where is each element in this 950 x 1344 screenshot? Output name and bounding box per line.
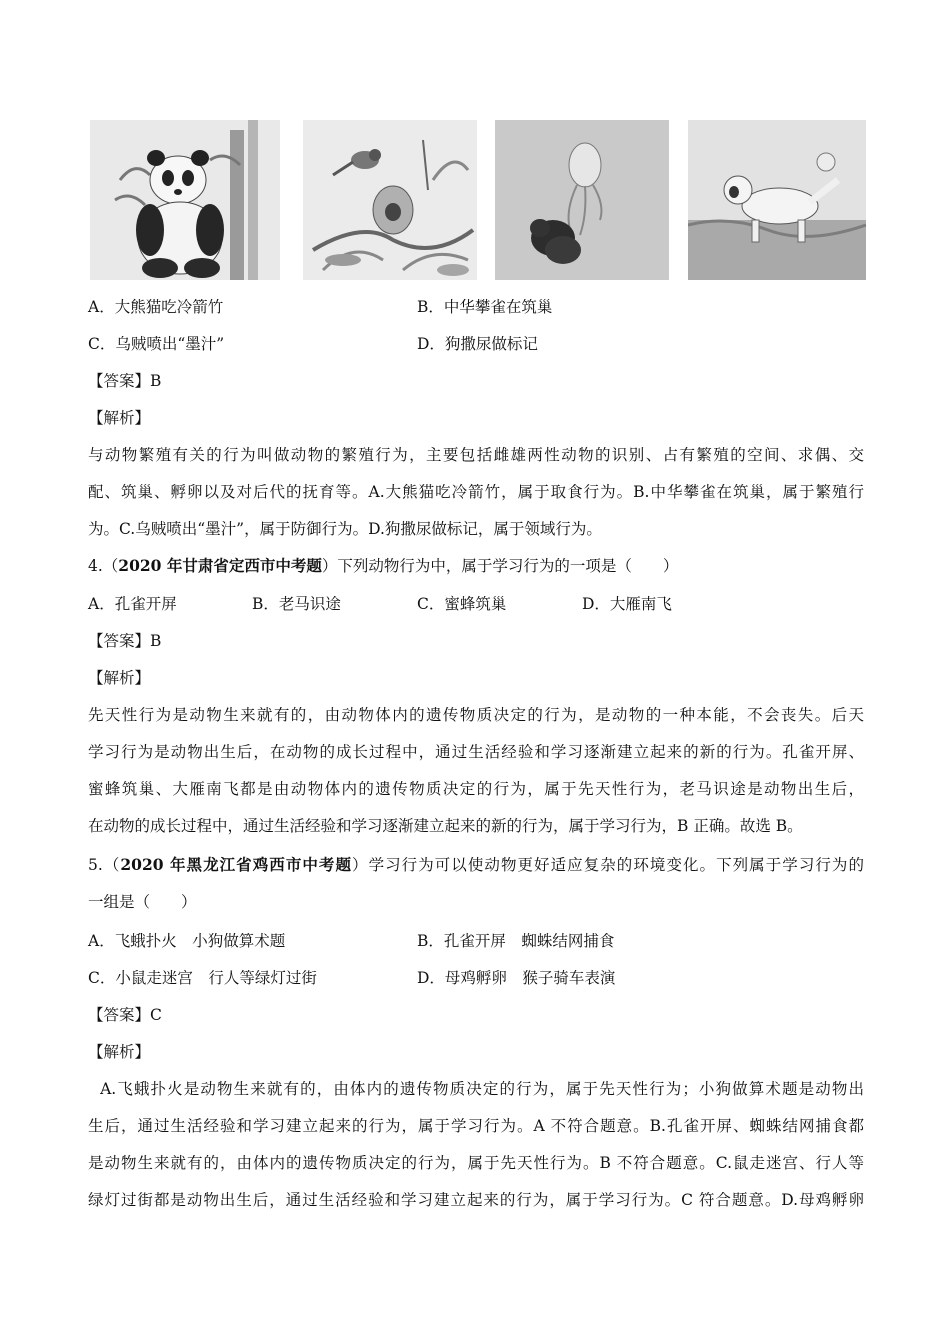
q4-analysis-line: 学习行为是动物出生后，在动物的成长过程中，通过生活经验和学习逐渐建立起来的新的行为。孔雀开屏、 [88, 743, 864, 761]
q4-stem-text: ）下列动物行为中，属于学习行为的一项是（ ） [321, 557, 679, 575]
q4-analysis-line: 先天性行为是动物生来就有的，由动物体内的遗传物质决定的行为，是动物的一种本能，不会丧失。后天 [88, 706, 864, 724]
q5-stem [88, 855, 864, 929]
q4-option-b: B．老马识途 [252, 595, 341, 613]
q3-option-a: A．大熊猫吃冷箭竹 [88, 298, 224, 316]
q3-analysis-line: 与动物繁殖有关的行为叫做动物的繁殖行为，主要包括雌雄两性动物的识别、占有繁殖的空间、求偶、交 [88, 446, 864, 464]
q3-option-d: D．狗撒尿做标记 [417, 335, 538, 353]
q4-source: 2020 年甘肃省定西市中考题 [118, 556, 322, 575]
question-3-photos [90, 120, 866, 280]
q5-option-b: B．孔雀开屏 蜘蛛结网捕食 [417, 932, 615, 950]
q5-source: 2020 年黑龙江省鸡西市中考题 [120, 855, 353, 874]
q5-option-c: C．小鼠走迷宫 行人等绿灯过街 [88, 969, 317, 987]
q5-stem-text: ）学习行为可以使动物更好适应复杂的环境变化。下列属于学习行为的 [352, 856, 864, 874]
q5-option-a: A．飞蛾扑火 小狗做算术题 [88, 932, 286, 950]
q5-analysis-line: 绿灯过街都是动物出生后，通过生活经验和学习建立起来的行为，属于学习行为。C 符合题意。D.母鸡孵卵 [88, 1191, 864, 1209]
q3-answer: 【答案】B [88, 372, 162, 390]
q3-analysis-heading: 【解析】 [88, 409, 151, 427]
q5-stem-line-1 [88, 855, 864, 892]
squid-ink-photo [495, 120, 669, 280]
q4-stem [88, 556, 678, 576]
q5-analysis [88, 1079, 864, 1227]
q5-option-d: D．母鸡孵卵 猴子骑车表演 [417, 969, 616, 987]
q4-option-c: C．蜜蜂筑巢 [417, 595, 507, 613]
q4-option-a: A．孔雀开屏 [88, 595, 177, 613]
dog-urinating-marking-photo [688, 120, 866, 280]
q5-answer: 【答案】C [88, 1006, 162, 1024]
q5-analysis-line: A.飞蛾扑火是动物生来就有的，由体内的遗传物质决定的行为，属于先天性行为；小狗做算术题是动物出 [88, 1080, 864, 1098]
q4-analysis-line: 蜜蜂筑巢、大雁南飞都是由动物体内的遗传物质决定的行为，属于先天性行为，老马识途是动物出生后， [88, 780, 864, 798]
q5-analysis-line: 生后，通过生活经验和学习建立起来的行为，属于学习行为。A 不符合题意。B.孔雀开屏、蜘蛛结网捕食都 [88, 1117, 864, 1135]
q3-analysis [88, 445, 864, 556]
q5-stem-line-2: 一组是（ ） [88, 893, 197, 911]
q4-analysis-heading: 【解析】 [88, 669, 151, 687]
q3-analysis-line: 为。C.乌贼喷出“墨汁”，属于防御行为。D.狗撒尿做标记，属于领域行为。 [88, 520, 602, 538]
q3-option-b: B．中华攀雀在筑巢 [417, 298, 553, 316]
q5-number: 5.（ [88, 856, 121, 874]
penduline-tit-building-nest-photo [303, 120, 477, 280]
q5-analysis-heading: 【解析】 [88, 1043, 151, 1061]
q4-option-d: D．大雁南飞 [582, 595, 672, 613]
q4-analysis [88, 705, 864, 853]
panda-eating-bamboo-photo [90, 120, 280, 280]
q4-answer: 【答案】B [88, 632, 162, 650]
q4-analysis-line: 在动物的成长过程中，通过生活经验和学习逐渐建立起来的新的行为，属于学习行为，B 正确。故选 B。 [88, 817, 803, 835]
q3-option-c: C．乌贼喷出“墨汁” [88, 335, 225, 353]
q3-analysis-line: 配、筑巢、孵卵以及对后代的抚育等。A.大熊猫吃冷箭竹，属于取食行为。B.中华攀雀在筑巢，属于繁殖行 [88, 483, 864, 501]
q4-number: 4.（ [88, 557, 119, 575]
q5-analysis-line: 是动物生来就有的，由体内的遗传物质决定的行为，属于先天性行为。B 不符合题意。C.鼠走迷宫、行人等 [88, 1154, 864, 1172]
